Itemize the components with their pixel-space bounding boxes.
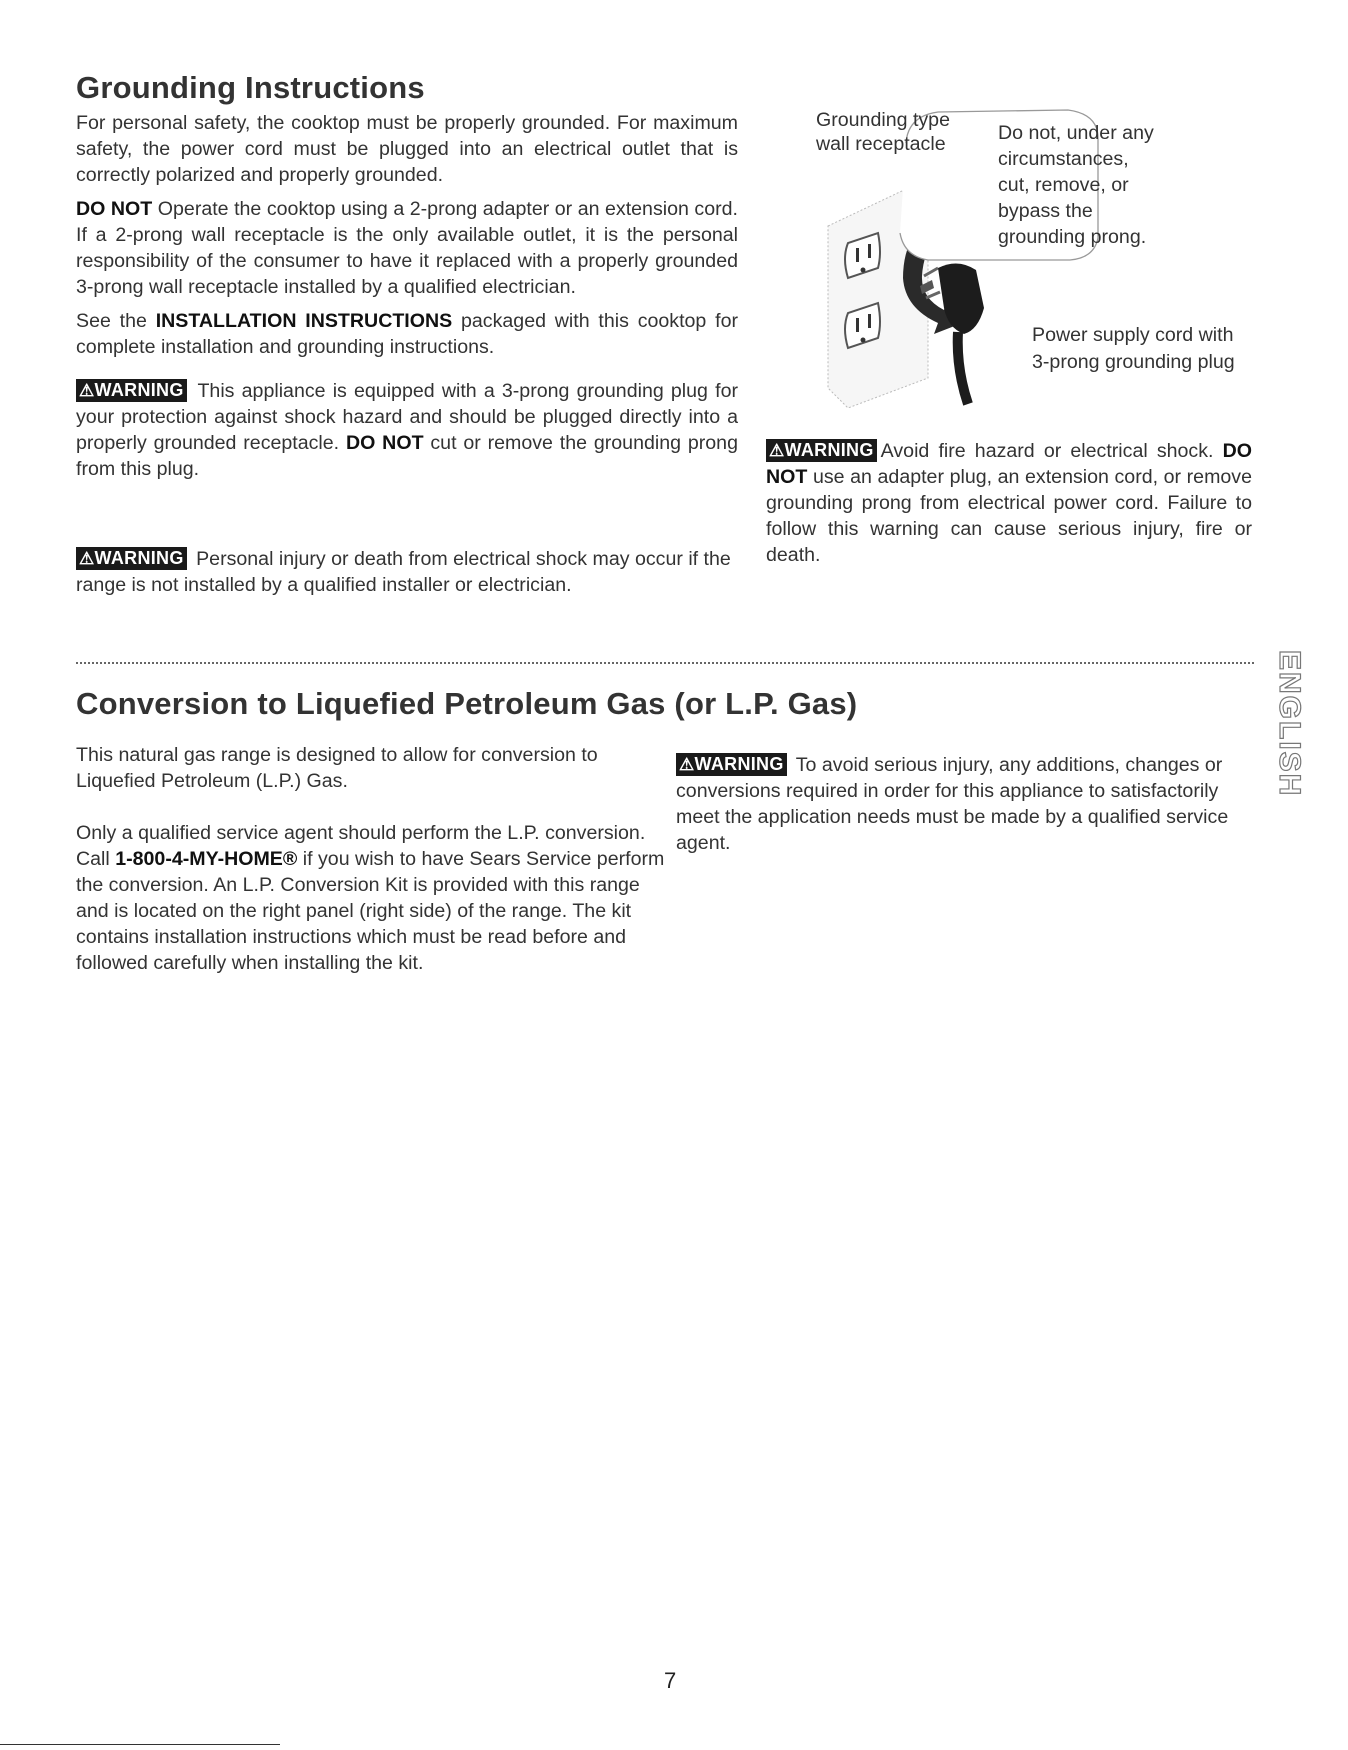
- grounding-paragraph-2: DO NOT Operate the cooktop using a 2-prong adapter or an extension cord. If a 2-prong wall receptacle is the only available outlet, it is the personal responsibility of the consumer to have it replaced with a properly grounded 3-prong wall receptacle installed by a qualified electrician.: [76, 198, 738, 298]
- warning-badge: ⚠WARNING: [76, 547, 187, 570]
- conversion-warning: ⚠WARNING To avoid serious injury, any additions, changes or conversions required in order for this appliance to satisfactorily meet the application needs must be made by a qualified service agent.: [676, 754, 1229, 854]
- footer-rule: [0, 1744, 280, 1745]
- warning-triangle-icon: ⚠: [679, 755, 695, 774]
- warning-triangle-icon: ⚠: [79, 549, 95, 568]
- warning-paragraph-1: ⚠WARNING This appliance is equipped with a 3-prong grounding plug for your protection against shock hazard and should be plugged directly into a properly grounded receptacle. DO NOT cut or remove the grounding prong from this plug.: [76, 380, 738, 480]
- receptacle-label: Grounding type wall receptacle: [816, 109, 950, 155]
- grounding-paragraph-1: For personal safety, the cooktop must be properly grounded. For maximum safety, the power cord must be plugged into an electrical outlet that is correctly polarized and properly grounded.: [76, 112, 738, 186]
- page-number: 7: [664, 1668, 677, 1693]
- grounding-body: [76, 110, 738, 482]
- cord-label: Power supply cord with 3-prong grounding plug: [1032, 324, 1235, 373]
- section-divider: [76, 662, 1254, 664]
- warning-paragraph-2: ⚠WARNING Personal injury or death from electrical shock may occur if the range is not installed by a qualified installer or electrician.: [76, 548, 731, 596]
- section-title-grounding: Grounding Instructions: [76, 70, 425, 105]
- warning-badge: ⚠WARNING: [766, 439, 877, 462]
- warning-badge: ⚠WARNING: [676, 753, 787, 776]
- language-side-tab: ENGLISH: [1273, 650, 1306, 798]
- warning-badge: ⚠WARNING: [76, 379, 187, 402]
- grounding-figure: [808, 108, 1258, 408]
- grounding-paragraph-3: See the INSTALLATION INSTRUCTIONS packaged with this cooktop for complete installation and grounding instructions.: [76, 310, 738, 358]
- section-title-conversion: Conversion to Liquefied Petroleum Gas (or L.P. Gas): [76, 686, 858, 721]
- warning-paragraph-3: ⚠WARNING Avoid fire hazard or electrical shock. DO NOT use an adapter plug, an extension cord, or remove grounding prong from electrical power cord. Failure to follow this warning can cause serious injury, fire or death.: [766, 440, 1252, 566]
- conversion-paragraph-1: This natural gas range is designed to allow for conversion to Liquefied Petroleum (L.P.) Gas.: [76, 744, 598, 792]
- conversion-paragraph-2: Only a qualified service agent should perform the L.P. conversion. Call 1-800-4-MY-HOME® if you wish to have Sears Service perform the conversion. An L.P. Conversion Kit is provided with this range and is located on the right panel (right side) of the range. The kit contains installation instructions which must be read before and followed carefully when installing the kit.: [76, 822, 665, 974]
- warning-triangle-icon: ⚠: [769, 441, 785, 460]
- callout-text: Do not, under any circumstances, cut, remove, or bypass the grounding prong.: [998, 122, 1154, 248]
- warning-triangle-icon: ⚠: [79, 381, 95, 400]
